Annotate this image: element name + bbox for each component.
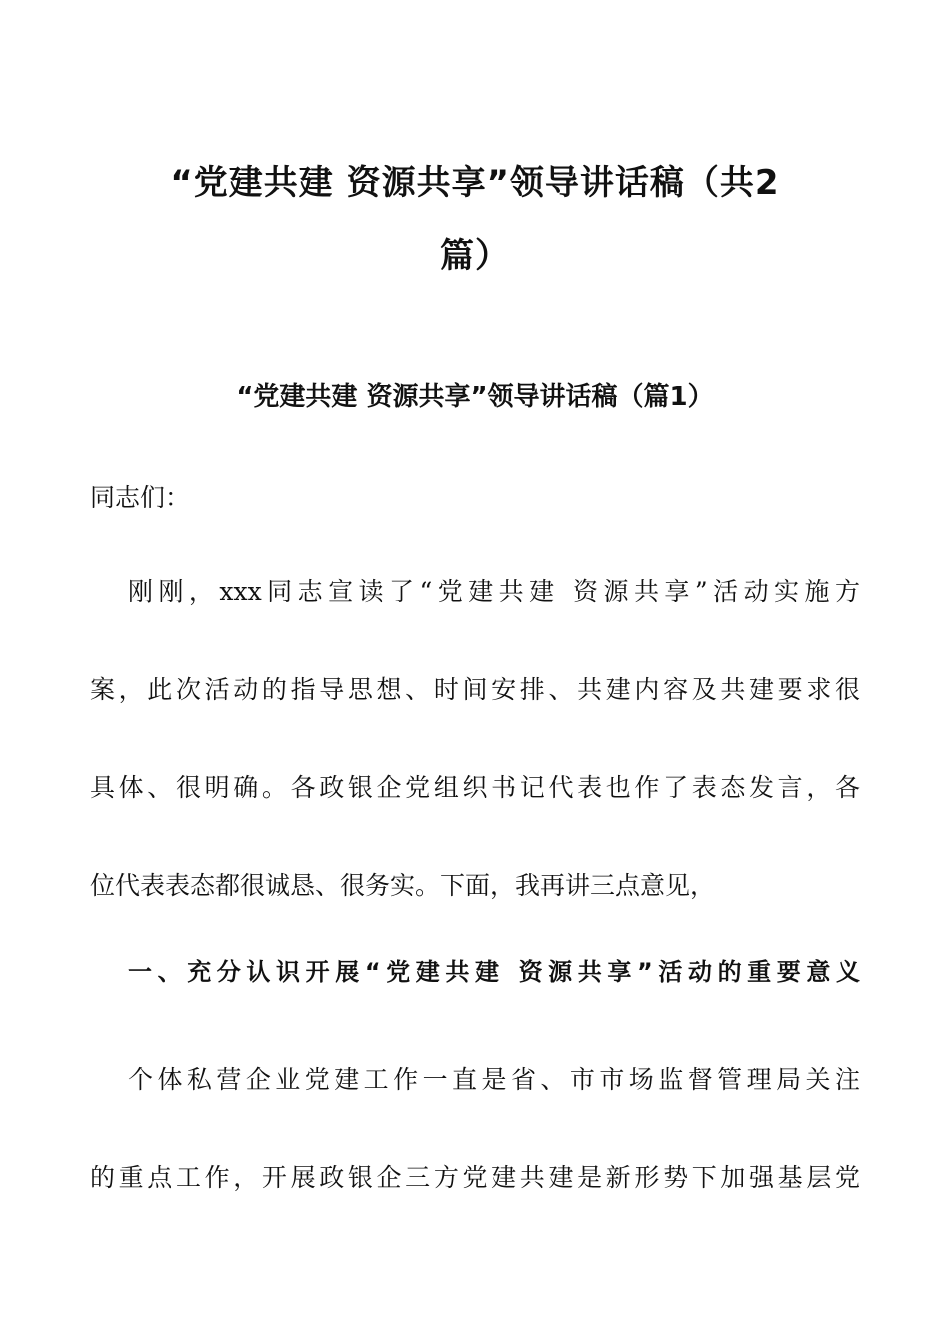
paragraph-line: 案，此次活动的指导思想、时间安排、共建内容及共建要求很 <box>90 675 860 704</box>
paragraph-line: 个体私营企业党建工作一直是省、市市场监督管理局关注 <box>128 1065 860 1094</box>
section-subtitle: “党建共建 资源共享”领导讲话稿（篇1） <box>236 382 714 412</box>
document-title-line-2: 篇） <box>440 236 510 276</box>
salutation: 同志们： <box>90 483 191 512</box>
paragraph-line: 位代表表态都很诚恳、很务实。下面，我再讲三点意见， <box>90 871 716 900</box>
document-title-line-1: “党建共建 资源共享”领导讲话稿（共2 <box>170 163 780 203</box>
section-heading: 一、充分认识开展“党建共建 资源共享”活动的重要意义 <box>128 958 860 986</box>
paragraph-line: 具体、很明确。各政银企党组织书记代表也作了表态发言，各 <box>90 773 860 802</box>
paragraph-line: 刚刚，xxx同志宣读了“党建共建 资源共享”活动实施方 <box>128 577 860 606</box>
paragraph-line: 的重点工作，开展政银企三方党建共建是新形势下加强基层党 <box>90 1163 860 1192</box>
